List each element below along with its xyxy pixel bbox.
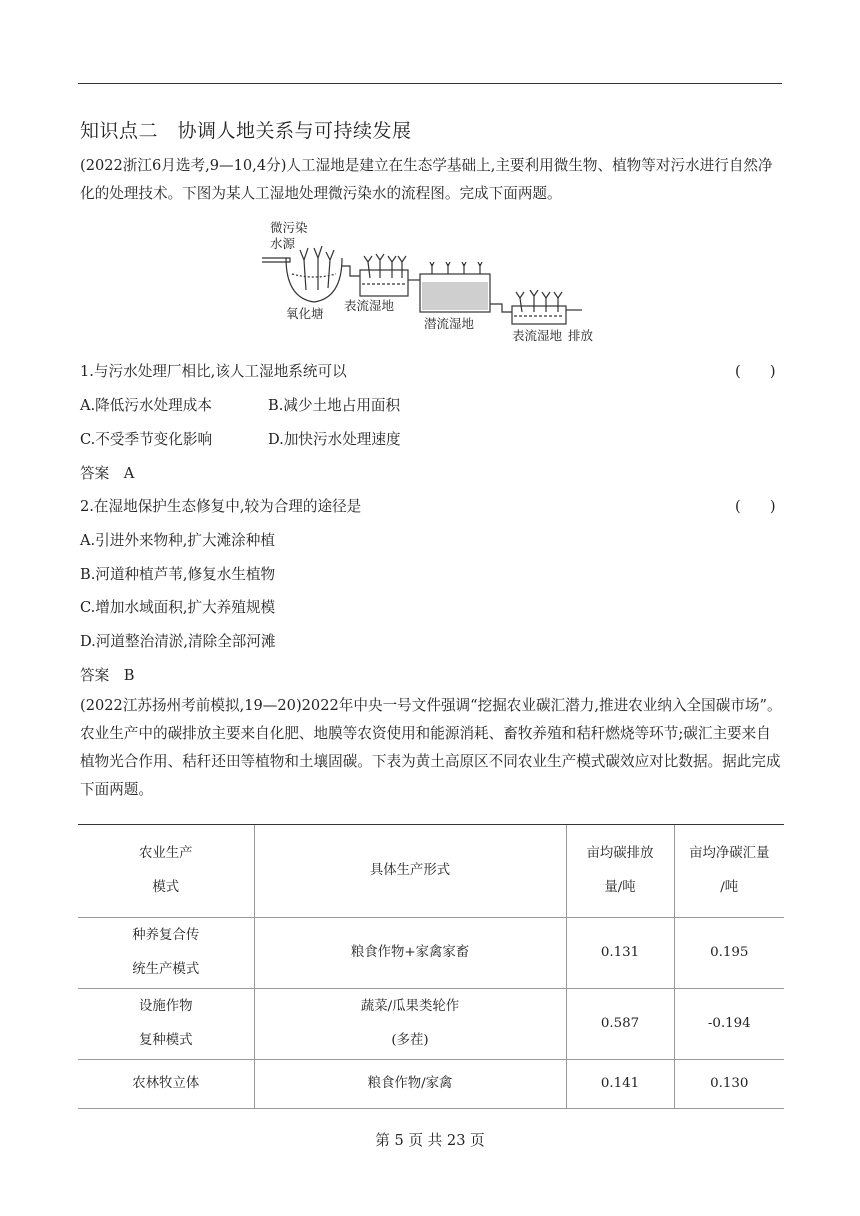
question-2-option-c: C.增加水域面积,扩大养殖规模 [80,599,276,616]
table-cell-mode: 种养复合传 统生产模式 [78,918,254,989]
carbon-effect-table [78,824,784,1109]
question-1-stem: 1.与污水处理厂相比,该人工湿地系统可以 [80,363,347,380]
question-1-answer: 答案 A [80,465,135,482]
table-cell-emission: 0.131 [566,918,674,989]
question-1-answer-blank: ( ) [735,363,776,380]
table-cell-emission: 0.141 [566,1060,674,1109]
question-2-stem: 2.在湿地保护生态修复中,较为合理的途径是 [80,498,362,515]
question-1-option-d: D.加快污水处理速度 [268,431,401,448]
table-row [78,989,784,1060]
table-cell-mode: 设施作物 复种模式 [78,989,254,1060]
question-2-answer-blank: ( ) [735,498,776,515]
table-header-row [78,825,784,918]
intro-paragraph-2: (2022江苏扬州考前模拟,19—20)2022年中央一号文件强调“挖掘农业碳汇潜力,推进农业纳入全国碳市场”。农业生产中的碳排放主要来自化肥、地膜等农资使用和能源消耗、畜牧养殖和秸秆燃烧等环节;碳汇主要来自植物光合作用、秸秆还田等植物和土壤固碳。下表为黄土高原区不同农业生产模式碳效应对比数据。据此完成下面两题。 [80,697,782,798]
table-cell-sink: 0.130 [674,1060,784,1109]
question-2-option-b: B.河道种植芦苇,修复水生植物 [80,566,276,583]
diagram-label-discharge: 排放 [568,328,594,343]
table-cell-form: 粮食作物+家禽家畜 [254,918,566,989]
diagram-label-source-2: 水源 [270,236,296,251]
table-header-mode: 农业生产 模式 [78,825,254,918]
table-cell-form: 粮食作物/家禽 [254,1060,566,1109]
diagram-label-source-1: 微污染 [270,220,308,235]
diagram-label-subsurface: 潜流湿地 [424,316,475,331]
table-header-form: 具体生产形式 [254,825,566,918]
question-2-option-d: D.河道整治清淤,清除全部河滩 [80,633,276,650]
question-1-option-c: C.不受季节变化影响 [80,431,213,448]
question-1-option-b: B.减少土地占用面积 [268,397,401,414]
header-rule [78,83,782,84]
section-heading: 知识点二 协调人地关系与可持续发展 [80,120,412,142]
table-header-emission: 亩均碳排放 量/吨 [566,825,674,918]
diagram-label-surface-2: 表流湿地 [512,328,563,343]
question-1-option-a: A.降低污水处理成本 [80,397,212,414]
table-cell-sink: 0.195 [674,918,784,989]
table-row [78,1060,784,1109]
diagram-label-surface-1: 表流湿地 [344,298,395,313]
diagram-label-pond: 氧化塘 [286,306,324,321]
question-2-option-a: A.引进外来物种,扩大滩涂种植 [80,532,275,549]
table-cell-sink: -0.194 [674,989,784,1060]
table-cell-form: 蔬菜/瓜果类轮作 (多茬) [254,989,566,1060]
table-header-sink: 亩均净碳汇量 /吨 [674,825,784,918]
question-2-answer: 答案 B [80,667,135,684]
intro-paragraph-1: (2022浙江6月选考,9—10,4分)人工湿地是建立在生态学基础上,主要利用微生物、植物等对污水进行自然净化的处理技术。下图为某人工湿地处理微污染水的流程图。完成下面两题。 [80,157,773,202]
table-cell-emission: 0.587 [566,989,674,1060]
table-cell-mode: 农林牧立体 [78,1060,254,1109]
page-footer: 第 5 页 共 23 页 [375,1132,485,1149]
table-row [78,918,784,989]
wetland-flow-diagram [256,218,606,348]
